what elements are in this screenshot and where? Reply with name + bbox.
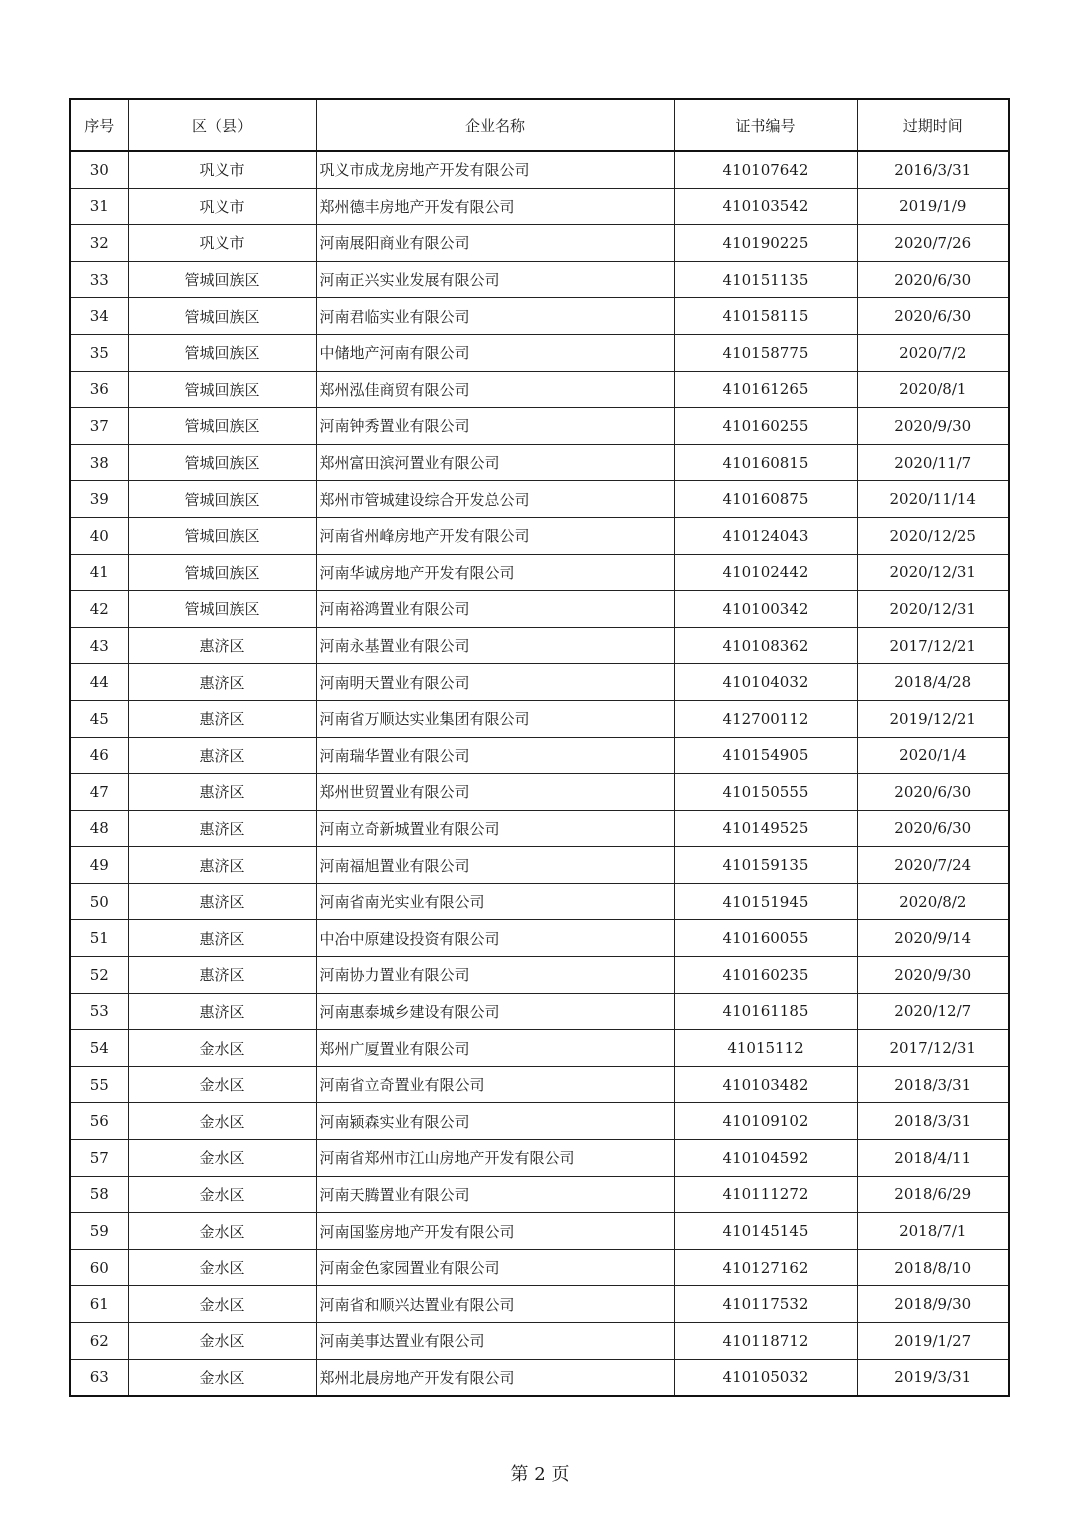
table-row (70, 554, 1009, 591)
header-certificate-number: 证书编号 (674, 99, 857, 151)
cell-certificate-number: 410161265 (674, 371, 857, 408)
header-serial-number: 序号 (70, 99, 128, 151)
table-row (70, 334, 1009, 371)
table-row (70, 517, 1009, 554)
cell-company-name: 河南福旭置业有限公司 (316, 847, 674, 884)
cell-company-name: 河南省立奇置业有限公司 (316, 1066, 674, 1103)
enterprise-table (69, 98, 1010, 1397)
table-row (70, 408, 1009, 445)
cell-district: 巩义市 (128, 151, 316, 188)
table-row (70, 664, 1009, 701)
cell-expiry-date: 2020/6/30 (857, 298, 1009, 335)
cell-expiry-date: 2017/12/21 (857, 627, 1009, 664)
table-row (70, 700, 1009, 737)
cell-district: 金水区 (128, 1323, 316, 1360)
table-row (70, 371, 1009, 408)
table-row (70, 1323, 1009, 1360)
cell-certificate-number: 410151135 (674, 261, 857, 298)
cell-expiry-date: 2018/3/31 (857, 1066, 1009, 1103)
cell-company-name: 河南颍森实业有限公司 (316, 1103, 674, 1140)
cell-serial-number: 33 (70, 261, 128, 298)
cell-district: 金水区 (128, 1286, 316, 1323)
cell-serial-number: 44 (70, 664, 128, 701)
cell-company-name: 河南省州峰房地产开发有限公司 (316, 517, 674, 554)
cell-serial-number: 47 (70, 774, 128, 811)
header-row (70, 99, 1009, 151)
cell-serial-number: 63 (70, 1359, 128, 1396)
cell-expiry-date: 2020/7/26 (857, 225, 1009, 262)
cell-expiry-date: 2020/11/7 (857, 444, 1009, 481)
cell-company-name: 河南金色家园置业有限公司 (316, 1249, 674, 1286)
cell-company-name: 河南裕鸿置业有限公司 (316, 591, 674, 628)
table-row (70, 774, 1009, 811)
cell-expiry-date: 2018/4/11 (857, 1140, 1009, 1177)
cell-serial-number: 42 (70, 591, 128, 628)
cell-district: 惠济区 (128, 664, 316, 701)
cell-company-name: 河南惠泰城乡建设有限公司 (316, 993, 674, 1030)
cell-serial-number: 46 (70, 737, 128, 774)
cell-certificate-number: 410160235 (674, 957, 857, 994)
table-row (70, 957, 1009, 994)
cell-district: 惠济区 (128, 737, 316, 774)
cell-expiry-date: 2018/8/10 (857, 1249, 1009, 1286)
cell-serial-number: 45 (70, 700, 128, 737)
cell-serial-number: 60 (70, 1249, 128, 1286)
cell-district: 金水区 (128, 1176, 316, 1213)
table-row (70, 298, 1009, 335)
table-row (70, 225, 1009, 262)
cell-expiry-date: 2020/12/7 (857, 993, 1009, 1030)
cell-expiry-date: 2020/7/2 (857, 334, 1009, 371)
cell-serial-number: 49 (70, 847, 128, 884)
cell-certificate-number: 410105032 (674, 1359, 857, 1396)
cell-company-name: 河南天腾置业有限公司 (316, 1176, 674, 1213)
page-number: 第 2 页 (510, 1464, 570, 1485)
header-district: 区（县） (128, 99, 316, 151)
cell-certificate-number: 412700112 (674, 700, 857, 737)
cell-expiry-date: 2018/7/1 (857, 1213, 1009, 1250)
cell-company-name: 郑州德丰房地产开发有限公司 (316, 188, 674, 225)
cell-expiry-date: 2020/8/2 (857, 883, 1009, 920)
cell-district: 巩义市 (128, 188, 316, 225)
cell-certificate-number: 410118712 (674, 1323, 857, 1360)
cell-serial-number: 50 (70, 883, 128, 920)
cell-company-name: 郑州泓佳商贸有限公司 (316, 371, 674, 408)
cell-serial-number: 59 (70, 1213, 128, 1250)
cell-certificate-number: 410160875 (674, 481, 857, 518)
cell-certificate-number: 410160255 (674, 408, 857, 445)
cell-company-name: 中冶中原建设投资有限公司 (316, 920, 674, 957)
cell-expiry-date: 2020/6/30 (857, 774, 1009, 811)
table-row (70, 1103, 1009, 1140)
cell-district: 惠济区 (128, 993, 316, 1030)
cell-certificate-number: 410158775 (674, 334, 857, 371)
cell-expiry-date: 2020/6/30 (857, 810, 1009, 847)
table-row (70, 627, 1009, 664)
cell-expiry-date: 2020/6/30 (857, 261, 1009, 298)
cell-district: 管城回族区 (128, 408, 316, 445)
table-row (70, 188, 1009, 225)
cell-company-name: 河南展阳商业有限公司 (316, 225, 674, 262)
header-expiry-date: 过期时间 (857, 99, 1009, 151)
cell-district: 惠济区 (128, 847, 316, 884)
header-company-name: 企业名称 (316, 99, 674, 151)
table-header (70, 99, 1009, 151)
cell-certificate-number: 410150555 (674, 774, 857, 811)
cell-serial-number: 34 (70, 298, 128, 335)
cell-expiry-date: 2018/6/29 (857, 1176, 1009, 1213)
cell-company-name: 郑州世贸置业有限公司 (316, 774, 674, 811)
table-row (70, 591, 1009, 628)
cell-district: 管城回族区 (128, 334, 316, 371)
cell-district: 管城回族区 (128, 481, 316, 518)
cell-company-name: 河南君临实业有限公司 (316, 298, 674, 335)
cell-district: 惠济区 (128, 810, 316, 847)
cell-company-name: 郑州北晨房地产开发有限公司 (316, 1359, 674, 1396)
cell-company-name: 郑州广厦置业有限公司 (316, 1030, 674, 1067)
cell-certificate-number: 410111272 (674, 1176, 857, 1213)
cell-expiry-date: 2017/12/31 (857, 1030, 1009, 1067)
cell-certificate-number: 410108362 (674, 627, 857, 664)
table-row (70, 1066, 1009, 1103)
cell-serial-number: 52 (70, 957, 128, 994)
cell-district: 惠济区 (128, 883, 316, 920)
cell-certificate-number: 410160055 (674, 920, 857, 957)
cell-certificate-number: 410107642 (674, 151, 857, 188)
table-row (70, 810, 1009, 847)
cell-serial-number: 58 (70, 1176, 128, 1213)
cell-expiry-date: 2020/12/25 (857, 517, 1009, 554)
cell-serial-number: 38 (70, 444, 128, 481)
cell-serial-number: 37 (70, 408, 128, 445)
table-row (70, 920, 1009, 957)
cell-certificate-number: 410102442 (674, 554, 857, 591)
table-body (70, 151, 1009, 1396)
cell-serial-number: 40 (70, 517, 128, 554)
cell-district: 惠济区 (128, 627, 316, 664)
cell-serial-number: 54 (70, 1030, 128, 1067)
cell-expiry-date: 2019/3/31 (857, 1359, 1009, 1396)
cell-company-name: 郑州富田滨河置业有限公司 (316, 444, 674, 481)
table-row (70, 1213, 1009, 1250)
cell-certificate-number: 41015112 (674, 1030, 857, 1067)
cell-district: 管城回族区 (128, 591, 316, 628)
cell-company-name: 河南省郑州市江山房地产开发有限公司 (316, 1140, 674, 1177)
cell-certificate-number: 410158115 (674, 298, 857, 335)
cell-company-name: 河南省和顺兴达置业有限公司 (316, 1286, 674, 1323)
cell-expiry-date: 2020/8/1 (857, 371, 1009, 408)
cell-company-name: 河南省万顺达实业集团有限公司 (316, 700, 674, 737)
cell-expiry-date: 2019/1/27 (857, 1323, 1009, 1360)
table-row (70, 151, 1009, 188)
cell-company-name: 河南华诚房地产开发有限公司 (316, 554, 674, 591)
cell-certificate-number: 410161185 (674, 993, 857, 1030)
cell-serial-number: 57 (70, 1140, 128, 1177)
table-row (70, 883, 1009, 920)
cell-serial-number: 36 (70, 371, 128, 408)
cell-district: 金水区 (128, 1213, 316, 1250)
cell-certificate-number: 410103542 (674, 188, 857, 225)
cell-certificate-number: 410159135 (674, 847, 857, 884)
cell-certificate-number: 410149525 (674, 810, 857, 847)
cell-expiry-date: 2019/1/9 (857, 188, 1009, 225)
cell-district: 金水区 (128, 1140, 316, 1177)
cell-serial-number: 56 (70, 1103, 128, 1140)
cell-serial-number: 30 (70, 151, 128, 188)
cell-certificate-number: 410109102 (674, 1103, 857, 1140)
cell-district: 巩义市 (128, 225, 316, 262)
cell-expiry-date: 2019/12/21 (857, 700, 1009, 737)
cell-district: 管城回族区 (128, 554, 316, 591)
cell-certificate-number: 410103482 (674, 1066, 857, 1103)
cell-company-name: 巩义市成龙房地产开发有限公司 (316, 151, 674, 188)
table-row (70, 847, 1009, 884)
table-row (70, 993, 1009, 1030)
cell-expiry-date: 2018/9/30 (857, 1286, 1009, 1323)
table-row (70, 1140, 1009, 1177)
cell-certificate-number: 410154905 (674, 737, 857, 774)
table-row (70, 1249, 1009, 1286)
cell-district: 金水区 (128, 1103, 316, 1140)
cell-serial-number: 39 (70, 481, 128, 518)
cell-district: 管城回族区 (128, 517, 316, 554)
cell-serial-number: 48 (70, 810, 128, 847)
cell-expiry-date: 2020/12/31 (857, 591, 1009, 628)
cell-certificate-number: 410190225 (674, 225, 857, 262)
cell-district: 管城回族区 (128, 444, 316, 481)
cell-serial-number: 55 (70, 1066, 128, 1103)
table-row (70, 481, 1009, 518)
cell-company-name: 河南国鉴房地产开发有限公司 (316, 1213, 674, 1250)
cell-expiry-date: 2020/9/30 (857, 957, 1009, 994)
cell-expiry-date: 2020/9/30 (857, 408, 1009, 445)
cell-certificate-number: 410160815 (674, 444, 857, 481)
cell-district: 金水区 (128, 1249, 316, 1286)
table-row (70, 444, 1009, 481)
cell-serial-number: 53 (70, 993, 128, 1030)
cell-serial-number: 51 (70, 920, 128, 957)
cell-certificate-number: 410104592 (674, 1140, 857, 1177)
table-row (70, 1286, 1009, 1323)
cell-company-name: 郑州市管城建设综合开发总公司 (316, 481, 674, 518)
table-row (70, 261, 1009, 298)
cell-company-name: 河南永基置业有限公司 (316, 627, 674, 664)
cell-certificate-number: 410127162 (674, 1249, 857, 1286)
cell-serial-number: 35 (70, 334, 128, 371)
cell-company-name: 河南瑞华置业有限公司 (316, 737, 674, 774)
cell-district: 惠济区 (128, 957, 316, 994)
cell-expiry-date: 2020/9/14 (857, 920, 1009, 957)
cell-company-name: 河南钟秀置业有限公司 (316, 408, 674, 445)
cell-company-name: 中储地产河南有限公司 (316, 334, 674, 371)
cell-district: 惠济区 (128, 700, 316, 737)
cell-district: 金水区 (128, 1030, 316, 1067)
table-row (70, 1030, 1009, 1067)
cell-expiry-date: 2020/12/31 (857, 554, 1009, 591)
cell-expiry-date: 2016/3/31 (857, 151, 1009, 188)
cell-expiry-date: 2020/1/4 (857, 737, 1009, 774)
cell-district: 管城回族区 (128, 371, 316, 408)
cell-serial-number: 31 (70, 188, 128, 225)
cell-company-name: 河南正兴实业发展有限公司 (316, 261, 674, 298)
cell-company-name: 河南省南光实业有限公司 (316, 883, 674, 920)
cell-serial-number: 41 (70, 554, 128, 591)
cell-company-name: 河南明天置业有限公司 (316, 664, 674, 701)
cell-expiry-date: 2018/4/28 (857, 664, 1009, 701)
cell-certificate-number: 410117532 (674, 1286, 857, 1323)
table-row (70, 1176, 1009, 1213)
cell-expiry-date: 2020/11/14 (857, 481, 1009, 518)
cell-serial-number: 43 (70, 627, 128, 664)
cell-certificate-number: 410124043 (674, 517, 857, 554)
cell-district: 金水区 (128, 1066, 316, 1103)
cell-company-name: 河南协力置业有限公司 (316, 957, 674, 994)
cell-district: 管城回族区 (128, 261, 316, 298)
table-row (70, 1359, 1009, 1396)
cell-expiry-date: 2018/3/31 (857, 1103, 1009, 1140)
cell-company-name: 河南立奇新城置业有限公司 (316, 810, 674, 847)
cell-company-name: 河南美事达置业有限公司 (316, 1323, 674, 1360)
cell-certificate-number: 410104032 (674, 664, 857, 701)
cell-district: 惠济区 (128, 920, 316, 957)
cell-certificate-number: 410151945 (674, 883, 857, 920)
cell-serial-number: 61 (70, 1286, 128, 1323)
cell-serial-number: 62 (70, 1323, 128, 1360)
cell-serial-number: 32 (70, 225, 128, 262)
cell-certificate-number: 410145145 (674, 1213, 857, 1250)
cell-certificate-number: 410100342 (674, 591, 857, 628)
cell-district: 惠济区 (128, 774, 316, 811)
table-row (70, 737, 1009, 774)
cell-district: 管城回族区 (128, 298, 316, 335)
cell-district: 金水区 (128, 1359, 316, 1396)
cell-expiry-date: 2020/7/24 (857, 847, 1009, 884)
